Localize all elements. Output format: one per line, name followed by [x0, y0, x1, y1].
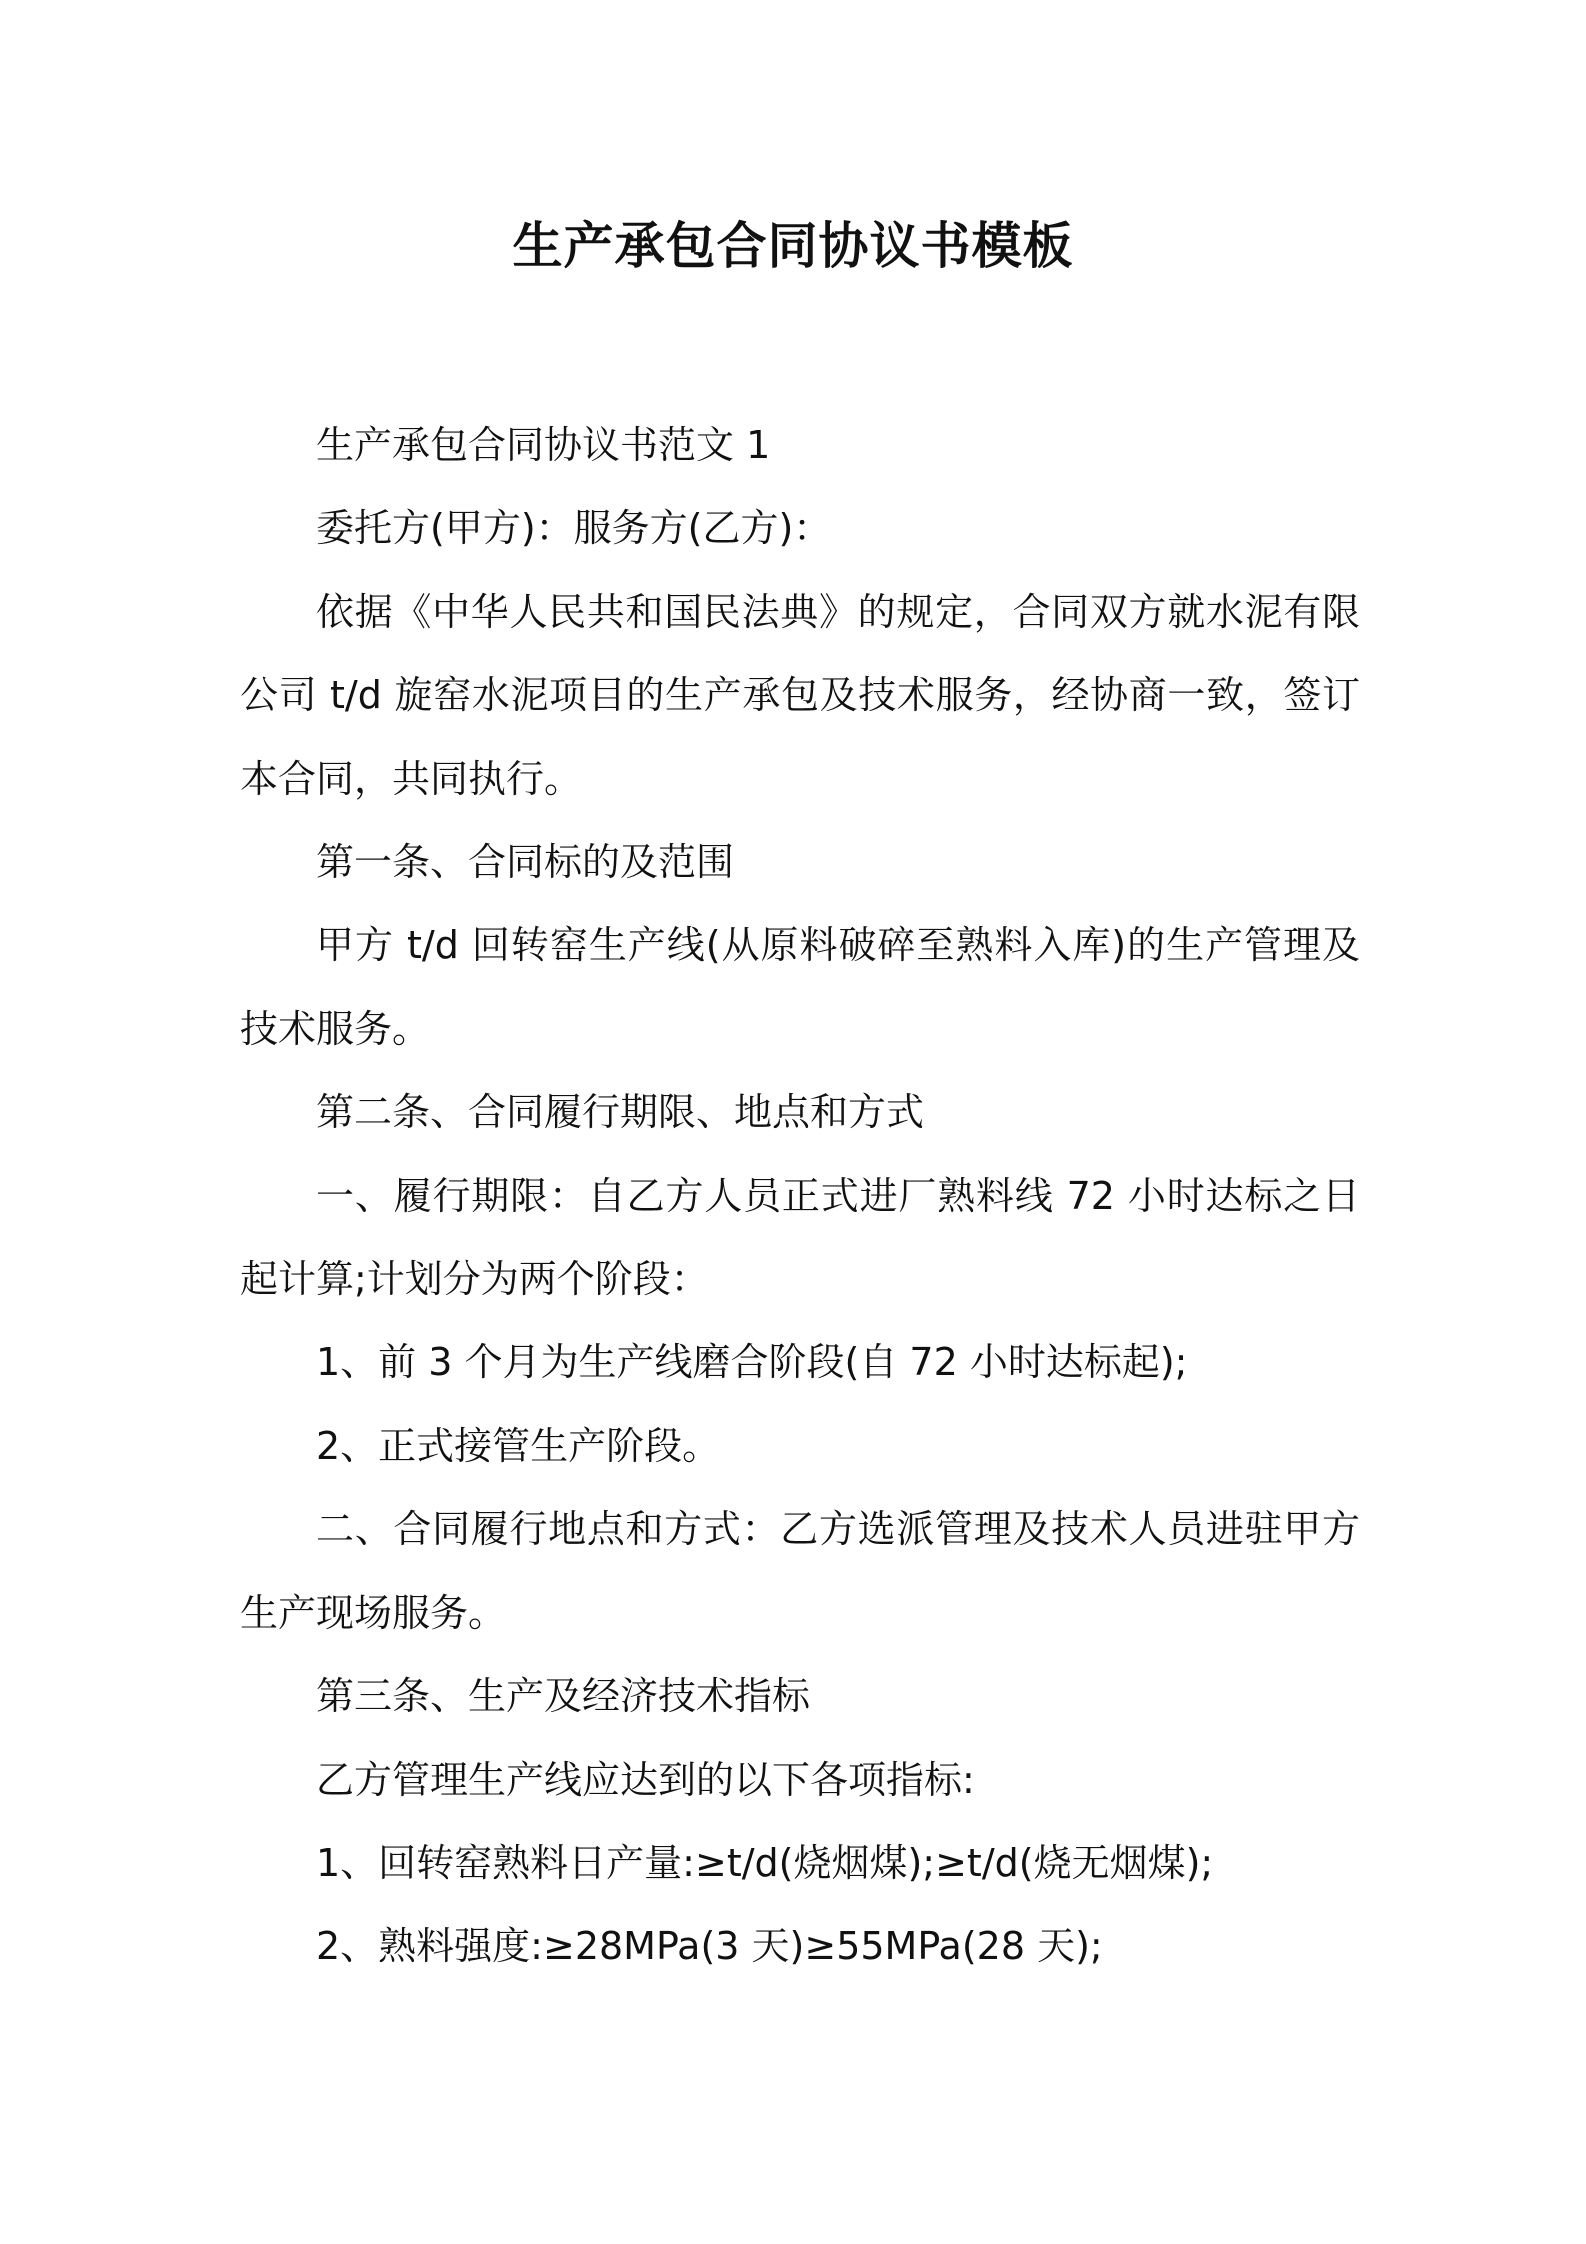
paragraph-stage-1: 1、前 3 个月为生产线磨合阶段(自 72 小时达标起); — [316, 1340, 1188, 1385]
paragraph-indicators-intro: 乙方管理生产线应达到的以下各项指标: — [316, 1757, 975, 1802]
document-title: 生产承包合同协议书模板 — [512, 217, 1074, 275]
paragraph-preamble: 依据《中华人民共和国民法典》的规定，合同双方就水泥有限公司 t/d 旋窑水泥项目的生产承包及技术服务，经协商一致，签订本合同，共同执行。 — [240, 589, 1360, 801]
document-body — [240, 404, 1360, 1989]
paragraph-article-2-heading: 第二条、合同履行期限、地点和方式 — [316, 1090, 925, 1135]
paragraph-location: 二、合同履行地点和方式：乙方选派管理及技术人员进驻甲方生产现场服务。 — [240, 1507, 1360, 1635]
paragraph-indicator-1: 1、回转窑熟料日产量:≥t/d(烧烟煤);≥t/d(烧无烟煤); — [316, 1840, 1214, 1885]
paragraph-article-1-heading: 第一条、合同标的及范围 — [316, 840, 735, 885]
paragraph-indicator-2: 2、熟料强度:≥28MPa(3 天)≥55MPa(28 天); — [316, 1924, 1103, 1969]
paragraph-stage-2: 2、正式接管生产阶段。 — [316, 1423, 721, 1468]
paragraph-heading-sample: 生产承包合同协议书范文 1 — [316, 423, 771, 467]
paragraph-term: 一、履行期限：自乙方人员正式进厂熟料线 72 小时达标之日起计算;计划分为两个阶段： — [240, 1173, 1360, 1302]
paragraph-article-3-heading: 第三条、生产及经济技术指标 — [316, 1674, 811, 1719]
paragraph-article-1-body: 甲方 t/d 回转窑生产线(从原料破碎至熟料入库)的生产管理及技术服务。 — [240, 923, 1360, 1051]
paragraph-parties: 委托方(甲方)：服务方(乙方)： — [316, 506, 832, 551]
